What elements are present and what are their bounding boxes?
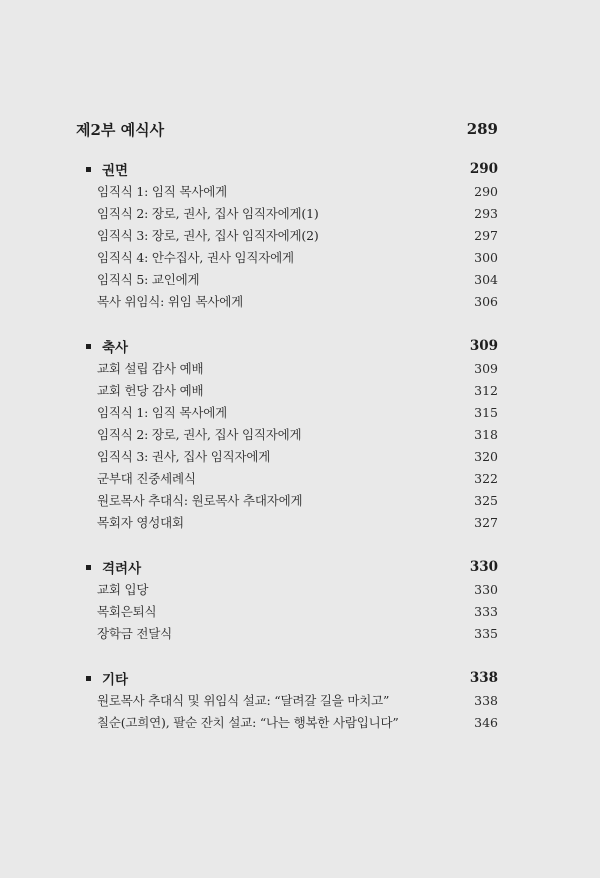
entry-page-number: 335 [474,625,498,641]
section-heading [85,158,498,180]
entry-page-number: 293 [474,205,498,221]
section-title: 기타 [102,672,129,688]
entry-title: 장학금 전달식 [97,626,173,641]
section-title: 격려사 [102,561,142,577]
bullet-icon [86,167,91,172]
part-heading [76,117,498,141]
part-title: 제2부 예식사 [76,120,165,139]
toc-entry[interactable] [85,489,498,511]
part-page-number: 289 [466,120,498,138]
toc-entry[interactable] [85,202,498,224]
section-page-number: 338 [469,670,498,686]
entry-page-number: 322 [474,470,498,486]
entry-page-number: 330 [474,581,498,597]
section-heading [85,335,498,357]
section-exhortation [85,158,498,312]
section-congratulatory [85,335,498,533]
entry-title: 칠순(고희연), 팔순 잔치 설교: “나는 행복한 사람입니다” [97,715,399,730]
entry-title: 원로목사 추대식 및 위임식 설교: “달려갈 길을 마치고” [97,693,390,708]
toc-entry[interactable] [85,622,498,644]
entry-page-number: 346 [474,714,498,730]
toc-entry[interactable] [85,600,498,622]
section-title: 축사 [102,340,129,356]
toc-entry[interactable] [85,180,498,202]
entry-page-number: 325 [474,492,498,508]
entry-page-number: 297 [474,227,498,243]
entry-title: 목회은퇴식 [97,604,157,619]
toc-entry[interactable] [85,689,498,711]
section-heading [85,556,498,578]
toc-entry[interactable] [85,578,498,600]
entry-title: 임직식 3: 장로, 권사, 집사 임직자에게(2) [97,228,319,243]
entry-page-number: 338 [474,692,498,708]
entry-title: 교회 헌당 감사 예배 [97,383,204,398]
section-encouragement [85,556,498,644]
bullet-icon [86,344,91,349]
toc-entry[interactable] [85,268,498,290]
entry-page-number: 290 [474,183,498,199]
entry-page-number: 309 [474,360,498,376]
entry-title: 군부대 진중세례식 [97,471,196,486]
entry-title: 목회자 영성대회 [97,515,184,530]
entry-title: 원로목사 추대식: 원로목사 추대자에게 [97,493,303,508]
entry-title: 임직식 5: 교인에게 [97,272,200,287]
toc-entry[interactable] [85,401,498,423]
entry-page-number: 306 [474,293,498,309]
toc-entry[interactable] [85,511,498,533]
section-page-number: 309 [469,338,498,354]
entry-title: 목사 위임식: 위임 목사에게 [97,294,243,309]
entry-page-number: 300 [474,249,498,265]
section-page-number: 330 [469,559,498,575]
toc-entry[interactable] [85,467,498,489]
entry-title: 임직식 3: 권사, 집사 임직자에게 [97,449,271,464]
entry-page-number: 315 [474,404,498,420]
entry-page-number: 320 [474,448,498,464]
entry-page-number: 304 [474,271,498,287]
toc-entry[interactable] [85,224,498,246]
entry-title: 임직식 4: 안수집사, 권사 임직자에게 [97,250,294,265]
entry-page-number: 333 [474,603,498,619]
toc-entry[interactable] [85,711,498,733]
toc-entry[interactable] [85,379,498,401]
entry-page-number: 318 [474,426,498,442]
entry-page-number: 312 [474,382,498,398]
entry-title: 교회 입당 [97,582,149,597]
entry-title: 임직식 1: 임직 목사에게 [97,405,227,420]
entry-title: 임직식 1: 임직 목사에게 [97,184,227,199]
section-heading [85,667,498,689]
entry-page-number: 327 [474,514,498,530]
entry-title: 교회 설립 감사 예배 [97,361,204,376]
bullet-icon [86,565,91,570]
toc-entry[interactable] [85,445,498,467]
entry-title: 임직식 2: 장로, 권사, 집사 임직자에게(1) [97,206,319,221]
toc-entry[interactable] [85,423,498,445]
entry-title: 임직식 2: 장로, 권사, 집사 임직자에게 [97,427,302,442]
toc-entry[interactable] [85,290,498,312]
section-other [85,667,498,733]
section-page-number: 290 [469,161,498,177]
bullet-icon [86,676,91,681]
toc-entry[interactable] [85,357,498,379]
toc-entry[interactable] [85,246,498,268]
section-title: 권면 [102,163,129,179]
